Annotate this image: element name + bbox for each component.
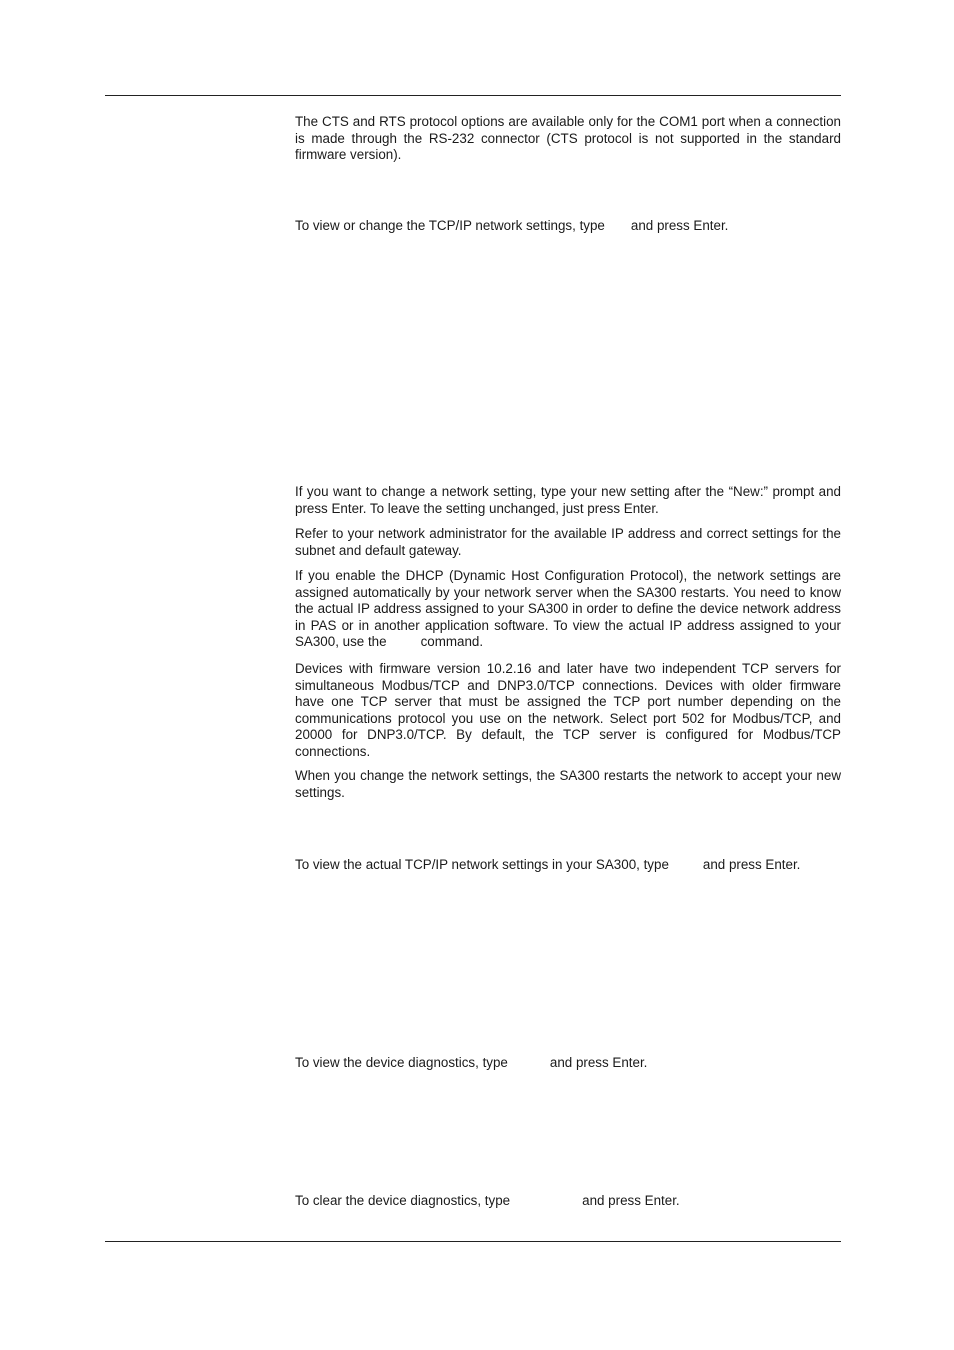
clear-diagnostics-instruction bbox=[295, 1193, 680, 1210]
network-admin-paragraph: Refer to your network administrator for the available IP address and correct settings for the subnet and default gateway. bbox=[295, 526, 841, 558]
network-instruction-prefix: To view or change the TCP/IP network settings, type bbox=[295, 218, 605, 233]
network-settings-instruction bbox=[295, 218, 728, 235]
actual-settings-suffix: and press Enter. bbox=[702, 857, 801, 872]
dhcp-suffix: command. bbox=[420, 634, 484, 650]
diagnostics-prefix: To view the device diagnostics, type bbox=[295, 1055, 508, 1070]
dhcp-text: If you enable the DHCP (Dynamic Host Configuration Protocol), the network settings are assigned automatically by your network server when the SA300 restarts. You need to know the actual IP address assigned to your SA300 in order to define the device network address in PAS or in another application software. To view the actual IP address assigned to your SA300, use the bbox=[295, 568, 841, 650]
clear-diagnostics-suffix: and press Enter. bbox=[582, 1193, 680, 1208]
intro-paragraph: The CTS and RTS protocol options are available only for the COM1 port when a connection is made through the RS-232 connector (CTS protocol is not supported in the standard firmware version). bbox=[295, 114, 841, 163]
actual-settings-instruction bbox=[295, 857, 800, 874]
dhcp-paragraph bbox=[295, 568, 841, 651]
restart-network-paragraph: When you change the network settings, the SA300 restarts the network to accept your new settings. bbox=[295, 768, 841, 800]
diagnostics-suffix: and press Enter. bbox=[549, 1055, 648, 1070]
actual-settings-prefix: To view the actual TCP/IP network settings in your SA300, type bbox=[295, 857, 669, 872]
change-setting-paragraph: If you want to change a network setting, type your new setting after the “New:” prompt and press Enter. To leave the setting unchanged, just press Enter. bbox=[295, 484, 841, 516]
header-rule bbox=[105, 95, 841, 96]
diagnostics-instruction bbox=[295, 1055, 647, 1072]
footer-rule bbox=[105, 1241, 841, 1242]
network-instruction-suffix: and press Enter. bbox=[630, 218, 729, 233]
clear-diagnostics-prefix: To clear the device diagnostics, type bbox=[295, 1193, 511, 1208]
tcp-servers-paragraph: Devices with firmware version 10.2.16 and later have two independent TCP servers for simultaneous Modbus/TCP and DNP3.0/TCP connections. Devices with older firmware have one TCP server that must be assigned the TCP port number depending on the communications protocol you use on the network. Select port 502 for Modbus/TCP, and 20000 for DNP3.0/TCP. By default, the TCP server is configured for Modbus/TCP connections. bbox=[295, 661, 841, 759]
